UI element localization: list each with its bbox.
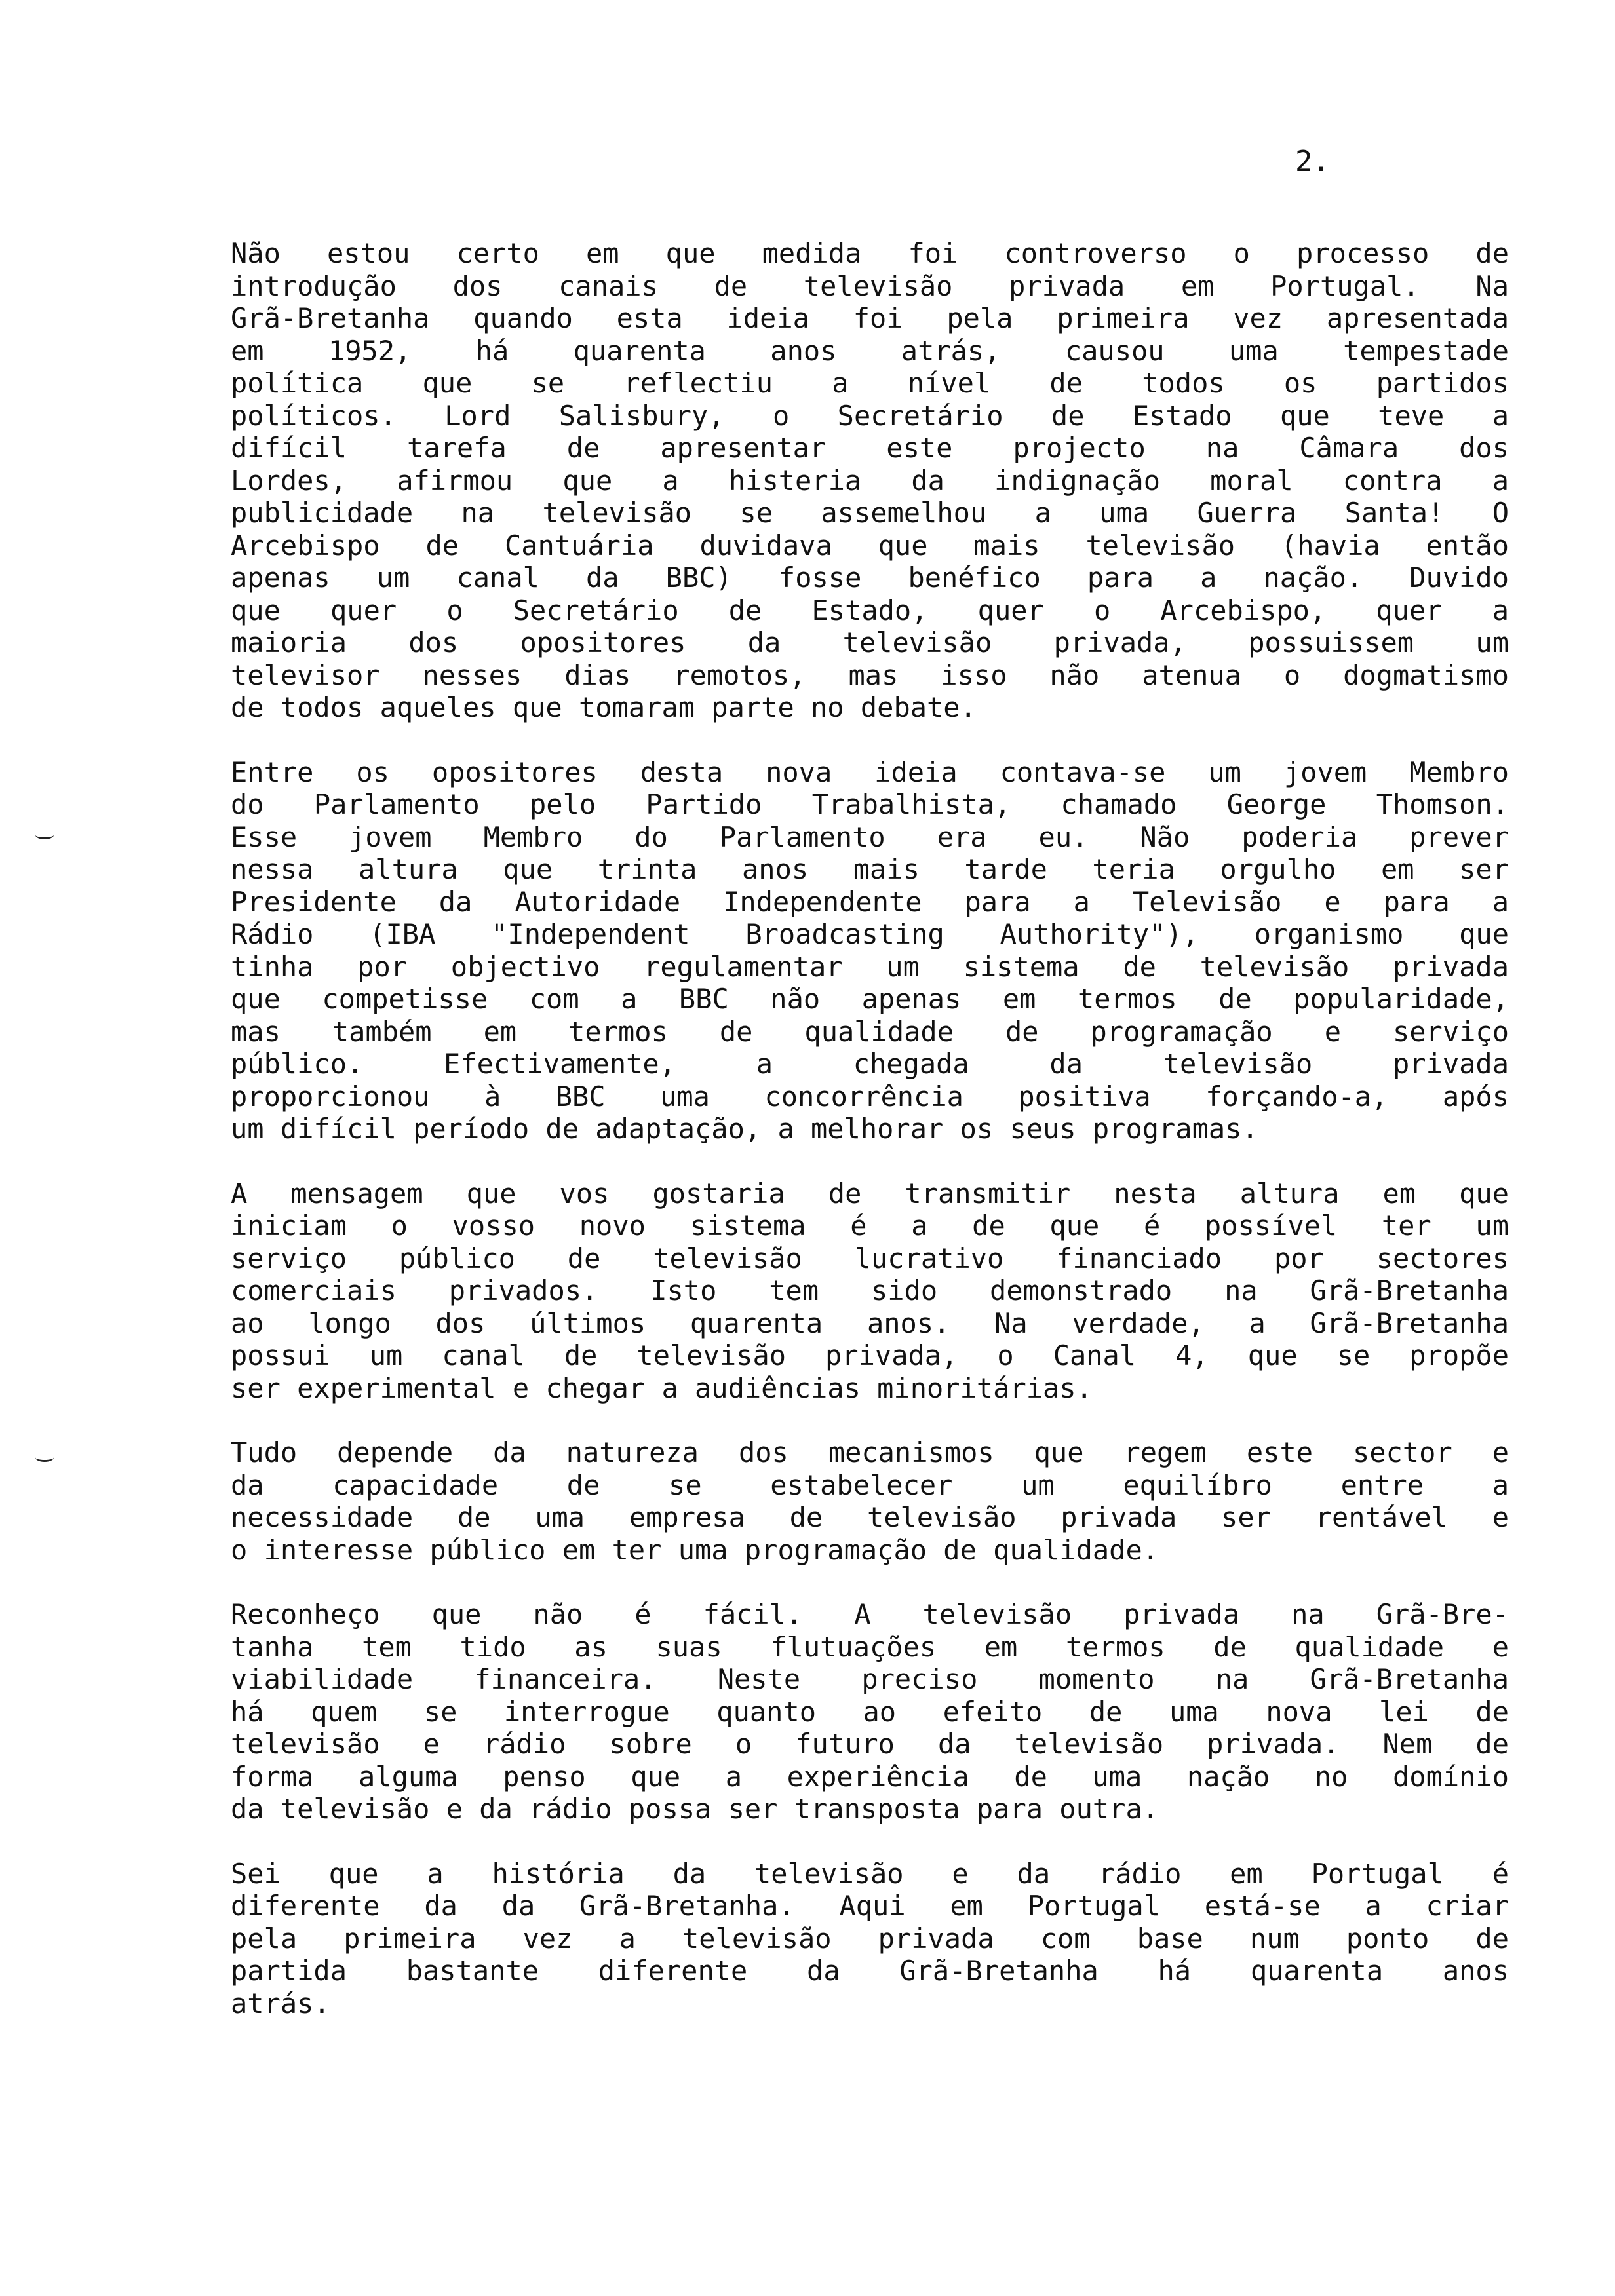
text-line: Entre os opositores desta nova ideia contava-se um jovem Membro <box>231 756 1509 788</box>
text-line: A mensagem que vos gostaria de transmitir nesta altura em que <box>231 1177 1509 1210</box>
text-line: forma alguma penso que a experiência de uma nação no domínio <box>231 1760 1509 1793</box>
text-line: serviço público de televisão lucrativo financiado por sectores <box>231 1242 1509 1274</box>
text-line: ser experimental e chegar a audiências minoritárias. <box>231 1371 1093 1404</box>
text-line: televisão e rádio sobre o futuro da televisão privada. Nem de <box>231 1728 1509 1760</box>
text-line: o interesse público em ter uma programação de qualidade. <box>231 1533 1159 1566</box>
text-line: do Parlamento pelo Partido Trabalhista, chamado George Thomson. <box>231 788 1509 820</box>
text-line: Arcebispo de Cantuária duvidava que mais televisão (havia então <box>231 529 1509 562</box>
paragraph-6 <box>231 1858 1509 2020</box>
text-line: partida bastante diferente da Grã-Bretanha há quarenta anos <box>231 1955 1509 1987</box>
text-line: política que se reflectiu a nível de todos os partidos <box>231 367 1509 399</box>
margin-mark <box>35 1453 54 1462</box>
text-line: Esse jovem Membro do Parlamento era eu. Não poderia prever <box>231 820 1509 853</box>
text-line: tanha tem tido as suas flutuações em termos de qualidade e <box>231 1630 1509 1663</box>
text-line: Não estou certo em que medida foi controverso o processo de <box>231 237 1509 269</box>
text-line: Sei que a história da televisão e da rádio em Portugal é <box>231 1857 1509 1890</box>
text-line: publicidade na televisão se assemelhou a uma Guerra Santa! O <box>231 497 1509 529</box>
text-line: políticos. Lord Salisbury, o Secretário de Estado que teve a <box>231 399 1509 432</box>
text-line: da capacidade de se estabelecer um equilíbro entre a <box>231 1468 1509 1501</box>
text-line: apenas um canal da BBC) fosse benéfico para a nação. Duvido <box>231 562 1509 594</box>
text-line: tinha por objectivo regulamentar um sistema de televisão privada <box>231 950 1509 983</box>
text-line: da televisão e da rádio possa ser transposta para outra. <box>231 1793 1159 1825</box>
text-line: Presidente da Autoridade Independente para a Televisão e para a <box>231 885 1509 918</box>
text-line: público. Efectivamente, a chegada da televisão privada <box>231 1048 1509 1080</box>
text-line: um difícil período de adaptação, a melhorar os seus programas. <box>231 1113 1258 1145</box>
text-line: iniciam o vosso novo sistema é a de que é possível ter um <box>231 1210 1509 1242</box>
text-line: maioria dos opositores da televisão privada, possuissem um <box>231 626 1509 659</box>
paragraph-1 <box>231 237 1509 724</box>
text-line: viabilidade financeira. Neste preciso momento na Grã-Bretanha <box>231 1663 1509 1695</box>
text-line: necessidade de uma empresa de televisão privada ser rentável e <box>231 1501 1509 1533</box>
text-line: proporcionou à BBC uma concorrência positiva forçando-a, após <box>231 1080 1509 1113</box>
paragraph-5 <box>231 1598 1509 1826</box>
text-line: diferente da da Grã-Bretanha. Aqui em Portugal está-se a criar <box>231 1890 1509 1922</box>
text-line: Rádio (IBA "Independent Broadcasting Authority"), organismo que <box>231 918 1509 950</box>
text-line: Grã-Bretanha quando esta ideia foi pela primeira vez apresentada <box>231 302 1509 334</box>
paragraph-2 <box>231 756 1509 1145</box>
paragraph-3 <box>231 1177 1509 1405</box>
paragraph-4 <box>231 1436 1509 1566</box>
text-line: televisor nesses dias remotos, mas isso não atenua o dogmatismo <box>231 659 1509 691</box>
text-line: de todos aqueles que tomaram parte no debate. <box>231 691 977 723</box>
text-line: Lordes, afirmou que a histeria da indignação moral contra a <box>231 464 1509 497</box>
text-line: ao longo dos últimos quarenta anos. Na verdade, a Grã-Bretanha <box>231 1307 1509 1339</box>
text-line: comerciais privados. Isto tem sido demonstrado na Grã-Bretanha <box>231 1274 1509 1307</box>
text-line: Tudo depende da natureza dos mecanismos que regem este sector e <box>231 1436 1509 1468</box>
text-line: possui um canal de televisão privada, o Canal 4, que se propõe <box>231 1339 1509 1371</box>
text-line: nessa altura que trinta anos mais tarde teria orgulho em ser <box>231 853 1509 885</box>
text-line: que quer o Secretário de Estado, quer o Arcebispo, quer a <box>231 594 1509 626</box>
text-line: introdução dos canais de televisão privada em Portugal. Na <box>231 269 1509 302</box>
text-line: que competisse com a BBC não apenas em termos de popularidade, <box>231 983 1509 1015</box>
text-line: mas também em termos de qualidade de programação e serviço <box>231 1015 1509 1048</box>
document-body <box>231 237 1509 2052</box>
text-line: difícil tarefa de apresentar este projecto na Câmara dos <box>231 432 1509 464</box>
page-number: 2. <box>1295 145 1330 178</box>
text-line: há quem se interrogue quanto ao efeito de uma nova lei de <box>231 1695 1509 1728</box>
text-line: pela primeira vez a televisão privada com base num ponto de <box>231 1922 1509 1955</box>
margin-mark <box>35 831 54 839</box>
text-line: em 1952, há quarenta anos atrás, causou uma tempestade <box>231 334 1509 367</box>
text-line: Reconheço que não é fácil. A televisão privada na Grã-Bre- <box>231 1598 1509 1630</box>
text-line: atrás. <box>231 1987 330 2019</box>
